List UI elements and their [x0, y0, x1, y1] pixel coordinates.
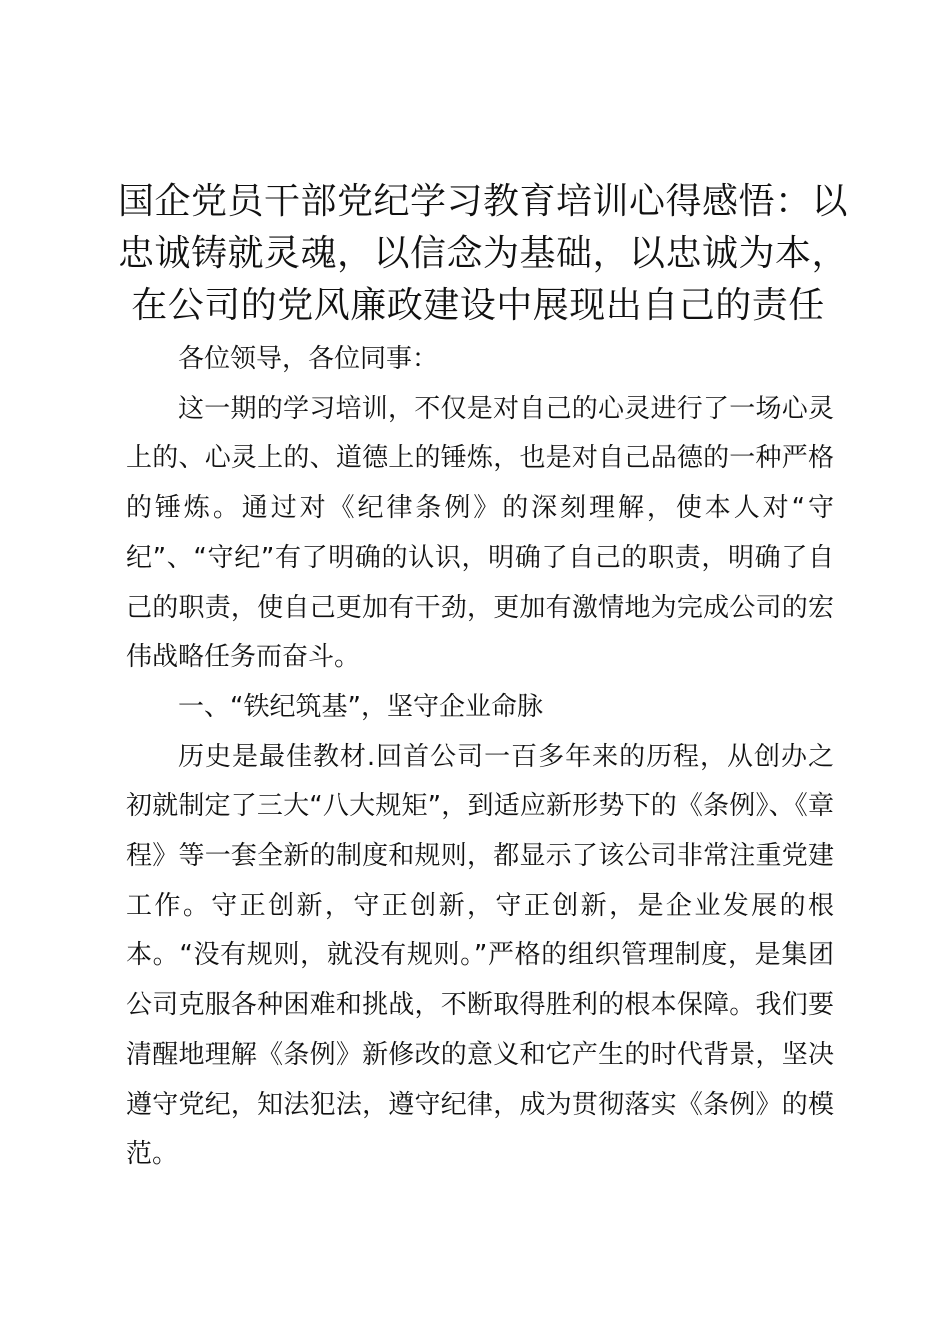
paragraph-history: 历史是最佳教材.回首公司一百多年来的历程，从创办之初就制定了三大“八大规矩”，到适应新形势下的《条例》、《章程》等一套全新的制度和规则，都显示了该公司非常注重党建工作。守正创新，守正创新，守正创新，是企业发展的根本。“没有规则，就没有规则。”严格的组织管理制度，是集团公司克服各种困难和挑战，不断取得胜利的根本保障。我们要清醒地理解《条例》新修改的意义和它产生的时代背景，坚决遵守党纪，知法犯法，遵守纪律，成为贯彻落实《条例》的模范。 — [126, 741, 834, 1170]
title-line-3: 在公司的党风廉政建设中展现出自己的责任 — [131, 285, 825, 326]
paragraph-intro: 这一期的学习培训，不仅是对自己的心灵进行了一场心灵上的、心灵上的、道德上的锤炼，也是对自己品德的一种严格的锤炼。通过对《纪律条例》的深刻理解，使本人对“守纪”、“守纪”有了明确的认识，明确了自己的职责，明确了自己的职责，使自己更加有干劲，更加有激情地为完成公司的宏伟战略任务而奋斗。 — [126, 393, 834, 673]
title-line-1: 国企党员干部党纪学习教育培训心得感悟：以 — [118, 181, 849, 222]
document-body — [126, 335, 834, 1180]
salutation: 各位领导，各位同事： — [178, 344, 439, 374]
title-line-2: 忠诚铸就灵魂，以信念为基础，以忠诚为本， — [118, 233, 849, 274]
section-heading-1: 一、“铁纪筑基”，坚守企业命脉 — [178, 691, 543, 722]
document-title — [118, 176, 849, 332]
